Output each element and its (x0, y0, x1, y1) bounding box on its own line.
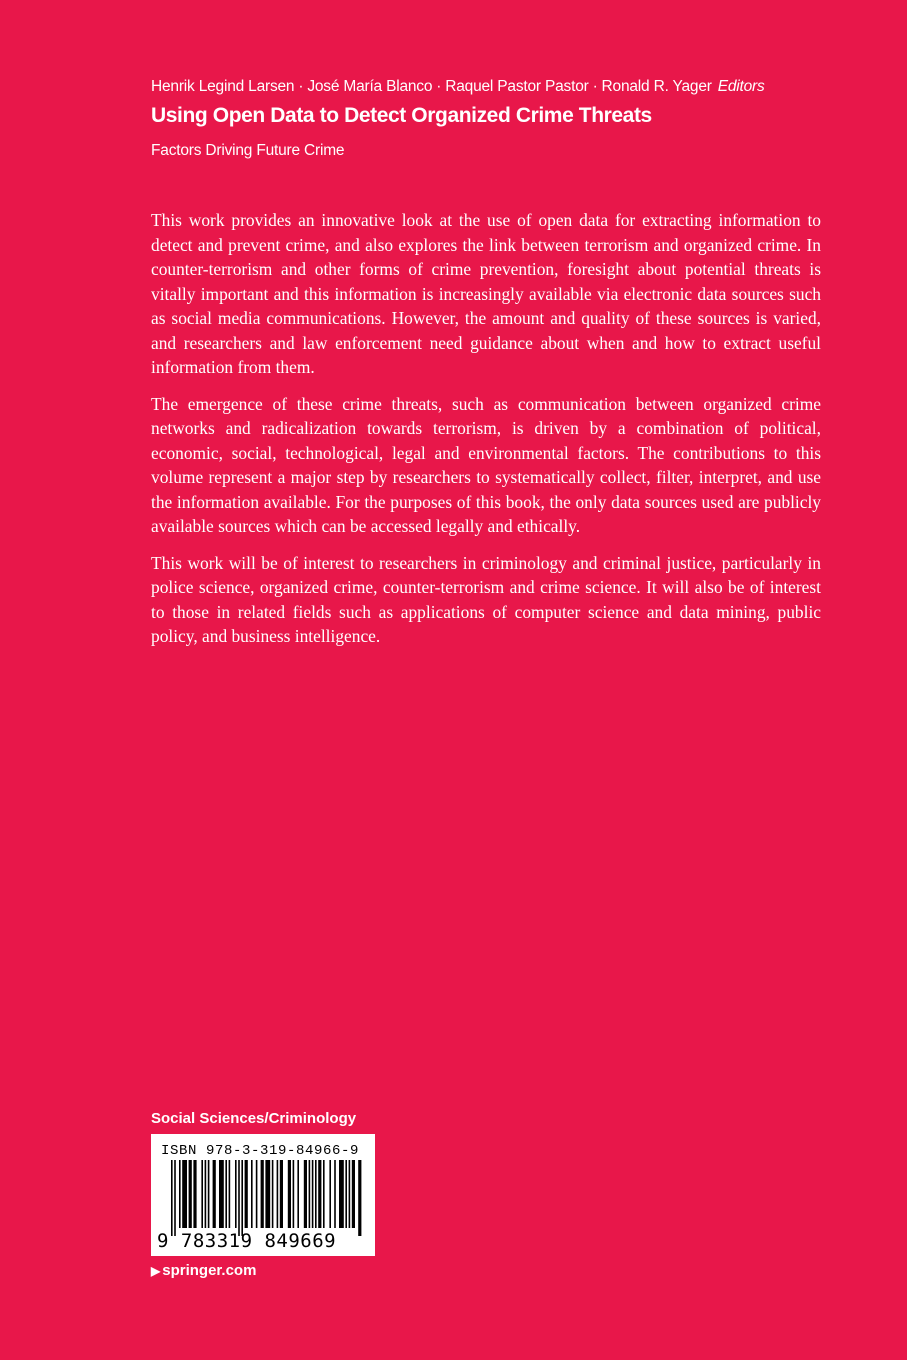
barcode-bar (182, 1160, 187, 1228)
blurb (151, 208, 821, 661)
barcode-bar (280, 1160, 283, 1228)
barcode-bar (213, 1160, 216, 1228)
barcode-bar (288, 1160, 291, 1228)
barcode-bar (174, 1160, 176, 1236)
subject-category: Social Sciences/Criminology (151, 1110, 357, 1127)
barcode-bar (205, 1160, 207, 1228)
editors-line (151, 78, 851, 96)
barcode-bar (251, 1160, 253, 1228)
triangle-right-icon: ▶ (151, 1264, 161, 1278)
isbn-barcode (151, 1134, 375, 1256)
barcode-bar (171, 1160, 173, 1236)
editors-role: Editors (717, 78, 765, 95)
barcode-bar (245, 1160, 248, 1228)
barcode-bar (225, 1160, 227, 1228)
barcode-bar (334, 1160, 336, 1228)
barcode-bar (235, 1160, 237, 1228)
barcode-bar (339, 1160, 344, 1228)
editor-separator: · (592, 78, 598, 95)
barcode-bar (229, 1160, 231, 1228)
barcode-bar (297, 1160, 299, 1228)
editor-separator: · (436, 78, 442, 95)
website-text: springer.com (162, 1262, 257, 1279)
barcode-bar (208, 1160, 210, 1228)
blurb-paragraph: This work will be of interest to researchers in criminology and criminal justice, particularly in police science, organized crime, counter-terrorism and crime science. It will also be of interest to those in related fields such as applications of computer science and data mining, public policy, and business intelligence. (151, 552, 821, 646)
barcode-digits: 9 783319 849669 (157, 1230, 337, 1252)
barcode-bar (201, 1160, 203, 1228)
book-subtitle: Factors Driving Future Crime (151, 142, 345, 159)
barcode-bar (272, 1160, 274, 1228)
blurb-paragraph: The emergence of these crime threats, such as communication between organized crime networks and radicalization towards terrorism, is driven by a combination of political, economic, social, technological, legal and environmental factors. The contributions to this volume represent a major step by researchers to systematically collect, filter, interpret, and use the information available. For the purposes of this book, the only data sources used are publicly available sources which can be accessed legally and ethically. (151, 393, 821, 536)
barcode-bar (309, 1160, 311, 1228)
isbn-label: ISBN 978-3-319-84966-9 (161, 1143, 360, 1159)
barcode-bar (315, 1160, 317, 1228)
editor-name: Henrik Legind Larsen (151, 78, 295, 95)
barcode-bar (193, 1160, 196, 1228)
editor-name: Ronald R. Yager (601, 78, 712, 95)
barcode-bar (349, 1160, 351, 1228)
barcode-bar (277, 1160, 279, 1228)
barcode-bar (352, 1160, 355, 1228)
barcode-bar (219, 1160, 224, 1228)
editor-name: José María Blanco (307, 78, 433, 95)
barcode-bar (238, 1160, 240, 1236)
book-title: Using Open Data to Detect Organized Crime Threats (151, 104, 652, 127)
barcode-bar (241, 1160, 243, 1236)
barcode-bar (318, 1160, 321, 1228)
publisher-website (151, 1262, 256, 1279)
barcode-bar (358, 1160, 361, 1236)
barcode-bar (179, 1160, 181, 1228)
barcode-bar (329, 1160, 331, 1228)
blurb-paragraph: This work provides an innovative look at the use of open data for extracting information to detect and prevent crime, and also explores the link between terrorism and organized crime. In counter-terrorism and other forms of crime prevention, foresight about potential threats is vitally important and this information is increasingly available via electronic data sources such as social media communications. However, the amount and quality of these sources is varied, and researchers and law enforcement need guidance about when and how to extract useful information from them. (151, 210, 821, 377)
barcode-bar (256, 1160, 258, 1228)
barcode-bar (265, 1160, 270, 1228)
barcode-bar (293, 1160, 295, 1228)
barcode-bar (189, 1160, 192, 1228)
barcode-bar (323, 1160, 325, 1228)
barcode-bar (304, 1160, 307, 1228)
barcode-bar (345, 1160, 347, 1228)
barcode-bar (312, 1160, 314, 1228)
barcode-bar (261, 1160, 264, 1228)
editor-separator: · (298, 78, 304, 95)
editor-name: Raquel Pastor Pastor (445, 78, 589, 95)
